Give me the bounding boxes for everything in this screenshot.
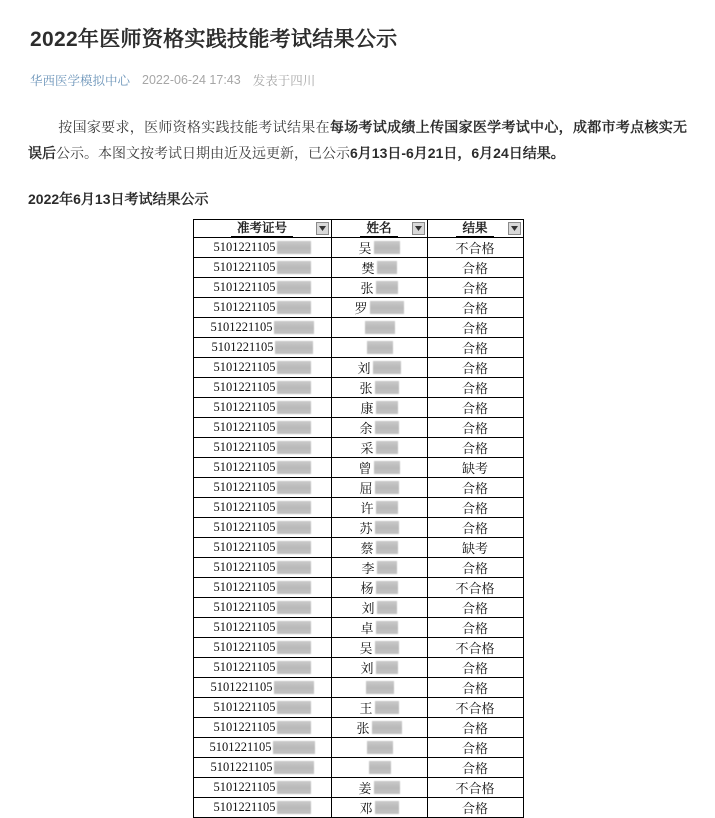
cell-admission-number [193,318,331,338]
result-text: 合格 [461,301,488,317]
cell-result [427,578,523,598]
cell-name [331,638,427,658]
redacted-block [370,301,404,314]
cell-admission-number [193,578,331,598]
table-row [193,698,523,718]
name-surname-text: 刘 [357,361,371,377]
result-text: 合格 [461,281,488,297]
redacted-block [377,601,397,614]
cell-admission-number [193,778,331,798]
redacted-block [277,801,311,814]
cell-result [427,518,523,538]
admission-number-text: 5101221105 [213,500,276,515]
cell-result [427,318,523,338]
result-text: 合格 [461,321,488,337]
table-row [193,318,523,338]
cell-name [331,518,427,538]
name-surname-text: 罗 [354,301,368,317]
table-row [193,398,523,418]
table-row [193,598,523,618]
cell-admission-number [193,418,331,438]
redacted-block [374,461,400,474]
table-row [193,558,523,578]
admission-number-text: 5101221105 [213,280,276,295]
admission-number-text: 5101221105 [213,480,276,495]
admission-number-text: 5101221105 [213,800,276,815]
redacted-block [377,261,397,274]
result-text: 合格 [461,441,488,457]
cell-name [331,318,427,338]
cell-name [331,618,427,638]
cell-name [331,358,427,378]
table-row [193,358,523,378]
name-surname-text: 樊 [361,261,375,277]
cell-admission-number [193,598,331,618]
results-table-wrapper [193,219,523,818]
redacted-block [375,481,399,494]
name-surname-text: 蔡 [360,541,374,557]
cell-admission-number [193,458,331,478]
redacted-block [277,241,311,254]
admission-number-text: 5101221105 [213,260,276,275]
table-row [193,578,523,598]
cell-admission-number [193,798,331,818]
result-text: 合格 [461,741,488,757]
cell-admission-number [193,298,331,318]
redacted-block [277,361,311,374]
cell-name [331,558,427,578]
cell-result [427,478,523,498]
cell-result [427,338,523,358]
cell-admission-number [193,478,331,498]
result-text: 合格 [461,401,488,417]
redacted-block [377,561,397,574]
redacted-block [375,701,399,714]
redacted-block [277,481,311,494]
table-row [193,338,523,358]
table-row [193,678,523,698]
cell-result [427,418,523,438]
admission-number-text: 5101221105 [213,640,276,655]
cell-admission-number [193,398,331,418]
cell-name [331,798,427,818]
name-surname-text: 张 [360,281,374,297]
section-heading: 2022年6月13日考试结果公示 [28,191,209,208]
cell-admission-number [193,358,331,378]
admission-number-text: 5101221105 [213,360,276,375]
result-text: 合格 [461,601,488,617]
result-text: 合格 [461,801,488,817]
redacted-block [374,781,400,794]
admission-number-text: 5101221105 [213,300,276,315]
result-text: 合格 [461,421,488,437]
redacted-block [367,341,393,354]
cell-result [427,398,523,418]
page-title: 2022年医师资格实践技能考试结果公示 [30,28,398,51]
table-row [193,438,523,458]
redacted-block [367,741,393,754]
redacted-block [376,621,398,634]
cell-result [427,458,523,478]
name-surname-text: 张 [356,721,370,737]
name-surname-text: 曾 [358,461,372,477]
cell-admission-number [193,278,331,298]
cell-admission-number [193,758,331,778]
admission-number-text: 5101221105 [213,460,276,475]
redacted-block [277,401,311,414]
cell-result [427,538,523,558]
name-surname-text: 张 [359,381,373,397]
redacted-block [277,381,311,394]
redacted-block [376,581,398,594]
cell-name [331,758,427,778]
result-text: 合格 [461,661,488,677]
name-surname-text: 屈 [359,481,373,497]
cell-name [331,418,427,438]
cell-admission-number [193,618,331,638]
redacted-block [375,641,399,654]
cell-result [427,798,523,818]
redacted-block [277,441,311,454]
redacted-block [277,601,311,614]
filter-dropdown-icon[interactable] [508,222,521,235]
cell-name [331,678,427,698]
table-row [193,418,523,438]
admission-number-text: 5101221105 [213,240,276,255]
redacted-block [375,381,399,394]
result-text: 合格 [461,681,488,697]
admission-number-text: 5101221105 [213,440,276,455]
table-header-row [193,220,523,238]
redacted-block [376,661,398,674]
cell-result [427,698,523,718]
name-surname-text: 许 [360,501,374,517]
cell-admission-number [193,538,331,558]
cell-result [427,298,523,318]
result-text: 不合格 [455,241,495,257]
redacted-block [277,721,311,734]
cell-name [331,778,427,798]
cell-name [331,258,427,278]
cell-result [427,378,523,398]
name-surname-text: 采 [360,441,374,457]
cell-admission-number [193,498,331,518]
redacted-block [376,541,398,554]
admission-number-text: 5101221105 [210,760,273,775]
column-header-label: 姓名 [360,221,397,237]
admission-number-text: 5101221105 [209,740,272,755]
admission-number-text: 5101221105 [213,600,276,615]
cell-name [331,238,427,258]
table-row [193,298,523,318]
cell-name [331,698,427,718]
table-row [193,618,523,638]
admission-number-text: 5101221105 [213,620,276,635]
cell-result [427,238,523,258]
cell-result [427,718,523,738]
result-text: 合格 [461,381,488,397]
redacted-block [277,301,311,314]
results-table-body [193,238,523,818]
cell-admission-number [193,558,331,578]
cell-admission-number [193,438,331,458]
cell-admission-number [193,718,331,738]
redacted-block [376,441,398,454]
table-row [193,278,523,298]
redacted-block [277,781,311,794]
cell-result [427,738,523,758]
table-row [193,658,523,678]
result-text: 不合格 [455,641,495,657]
name-surname-text: 苏 [359,521,373,537]
cell-name [331,598,427,618]
article-body [28,115,687,167]
result-text: 合格 [461,721,488,737]
cell-name [331,278,427,298]
name-surname-text: 康 [360,401,374,417]
table-row [193,758,523,778]
table-row [193,238,523,258]
redacted-block [366,681,394,694]
redacted-block [277,561,311,574]
cell-admission-number [193,658,331,678]
redacted-block [375,521,399,534]
cell-name [331,438,427,458]
redacted-block [376,401,398,414]
cell-admission-number [193,738,331,758]
result-text: 合格 [461,621,488,637]
redacted-block [372,721,402,734]
redacted-block [369,761,391,774]
redacted-block [277,701,311,714]
name-surname-text: 吴 [358,241,372,257]
cell-result [427,598,523,618]
cell-name [331,378,427,398]
admission-number-text: 5101221105 [213,520,276,535]
name-surname-text: 李 [361,561,375,577]
name-surname-text: 卓 [360,621,374,637]
table-row [193,518,523,538]
cell-name [331,498,427,518]
column-header-label: 结果 [456,221,493,237]
cell-name [331,478,427,498]
redacted-block [277,281,311,294]
table-row [193,498,523,518]
admission-number-text: 5101221105 [213,660,276,675]
cell-result [427,258,523,278]
cell-admission-number [193,678,331,698]
result-text: 合格 [461,521,488,537]
table-row [193,718,523,738]
redacted-block [277,461,311,474]
name-surname-text: 余 [359,421,373,437]
admission-number-text: 5101221105 [213,700,276,715]
redacted-block [277,621,311,634]
cell-name [331,398,427,418]
redacted-block [274,321,314,334]
admission-number-text: 5101221105 [213,380,276,395]
redacted-block [277,641,311,654]
cell-admission-number [193,518,331,538]
admission-number-text: 5101221105 [213,560,276,575]
cell-result [427,778,523,798]
redacted-block [376,281,398,294]
result-text: 不合格 [455,701,495,717]
column-header-label: 准考证号 [231,221,293,237]
redacted-block [277,661,311,674]
admission-number-text: 5101221105 [213,720,276,735]
name-surname-text: 姜 [358,781,372,797]
result-text: 缺考 [461,541,488,557]
cell-admission-number [193,258,331,278]
cell-admission-number [193,698,331,718]
cell-admission-number [193,238,331,258]
column-header-admission-number [193,220,331,238]
name-surname-text: 刘 [360,661,374,677]
body-part-1: 按国家要求，医师资格实践技能考试结果在 [58,119,330,136]
cell-result [427,758,523,778]
account-name[interactable]: 华西医学模拟中心 [30,74,131,89]
table-row [193,798,523,818]
article-meta [30,71,715,89]
filter-dropdown-icon[interactable] [412,222,425,235]
cell-name [331,458,427,478]
results-table [193,219,524,818]
redacted-block [375,421,399,434]
redacted-block [277,501,311,514]
redacted-block [274,761,314,774]
cell-result [427,438,523,458]
table-row [193,258,523,278]
table-row [193,778,523,798]
admission-number-text: 5101221105 [213,780,276,795]
redacted-block [274,681,314,694]
redacted-block [277,421,311,434]
cell-result [427,358,523,378]
redacted-block [277,261,311,274]
name-surname-text: 邓 [359,801,373,817]
cell-result [427,658,523,678]
cell-result [427,638,523,658]
name-surname-text: 王 [359,701,373,717]
result-text: 合格 [461,561,488,577]
result-text: 合格 [461,361,488,377]
admission-number-text: 5101221105 [210,320,273,335]
result-text: 不合格 [455,781,495,797]
cell-name [331,538,427,558]
filter-dropdown-icon[interactable] [316,222,329,235]
table-row [193,638,523,658]
admission-number-text: 5101221105 [211,340,274,355]
cell-name [331,578,427,598]
redacted-block [376,501,398,514]
cell-result [427,618,523,638]
result-text: 合格 [461,341,488,357]
cell-name [331,338,427,358]
name-surname-text: 杨 [360,581,374,597]
cell-name [331,658,427,678]
body-bold-1: 每场考试成绩上传国家医学考试中心，成都市考点核实无误后 [28,119,688,162]
redacted-block [374,241,400,254]
redacted-block [373,361,401,374]
cell-admission-number [193,638,331,658]
table-row [193,538,523,558]
cell-name [331,718,427,738]
table-row [193,458,523,478]
publish-date: 2022-06-24 17:43 [142,73,241,88]
admission-number-text: 5101221105 [213,400,276,415]
cell-admission-number [193,338,331,358]
redacted-block [277,521,311,534]
cell-name [331,738,427,758]
column-header-name [331,220,427,238]
publish-location: 发表于四川 [252,74,316,89]
redacted-block [365,321,395,334]
table-row [193,738,523,758]
cell-result [427,558,523,578]
result-text: 不合格 [455,581,495,597]
cell-admission-number [193,378,331,398]
admission-number-text: 5101221105 [213,580,276,595]
name-surname-text: 吴 [359,641,373,657]
name-surname-text: 刘 [361,601,375,617]
result-text: 合格 [461,501,488,517]
body-bold-2: 6月13日-6月21日，6月24日结果。 [350,145,565,162]
result-text: 合格 [461,261,488,277]
table-row [193,478,523,498]
redacted-block [277,581,311,594]
result-text: 合格 [461,761,488,777]
result-text: 合格 [461,481,488,497]
table-row [193,378,523,398]
result-text: 缺考 [461,461,488,477]
redacted-block [273,741,315,754]
admission-number-text: 5101221105 [210,680,273,695]
body-part-2: 公示。本图文按考试日期由近及远更新，已公示 [56,145,350,162]
admission-number-text: 5101221105 [213,540,276,555]
cell-name [331,298,427,318]
admission-number-text: 5101221105 [213,420,276,435]
cell-result [427,278,523,298]
column-header-result [427,220,523,238]
cell-result [427,498,523,518]
redacted-block [277,541,311,554]
redacted-block [275,341,313,354]
cell-result [427,678,523,698]
redacted-block [375,801,399,814]
